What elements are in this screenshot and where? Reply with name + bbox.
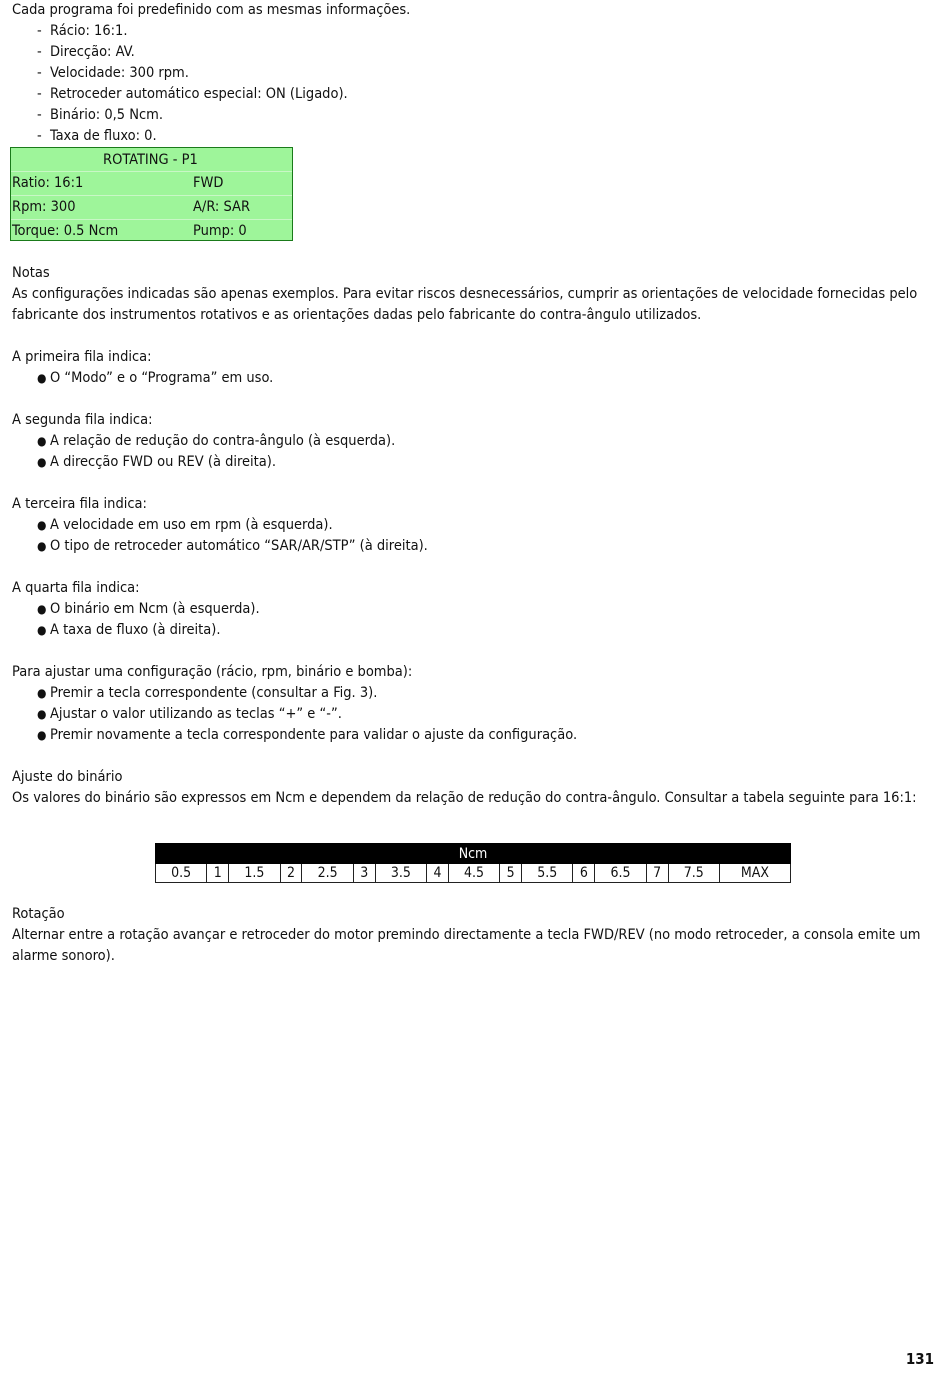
- list-item: ● Premir novamente a tecla correspondente para validar o ajuste da configuração.: [37, 727, 578, 743]
- list-item: ● Ajustar o valor utilizando as teclas “+” e “-”.: [37, 706, 342, 722]
- row4-heading: A quarta fila indica:: [12, 580, 140, 596]
- default-item: - Direcção: AV.: [37, 44, 135, 60]
- table-row: [156, 864, 791, 883]
- list-item: ● Premir a tecla correspondente (consultar a Fig. 3).: [37, 685, 378, 701]
- torque-heading: Ajuste do binário: [12, 769, 123, 785]
- row3-heading: A terceira fila indica:: [12, 496, 147, 512]
- table-cell: 7.5: [668, 864, 719, 883]
- row2-heading: A segunda fila indica:: [12, 412, 153, 428]
- torque-text: Os valores do binário são expressos em Ncm e dependem da relação de redução do contra-ângulo. Consultar a tabela seguinte para 16:1:: [12, 790, 917, 806]
- display-title: ROTATING - P1: [103, 152, 198, 168]
- adjust-heading: Para ajustar uma configuração (rácio, rpm, binário e bomba):: [12, 664, 413, 680]
- list-item: ● A direcção FWD ou REV (à direita).: [37, 454, 277, 470]
- table-cell: 5.5: [522, 864, 573, 883]
- display-torque: Torque: 0.5 Ncm: [12, 223, 119, 239]
- list-item: ● O tipo de retroceder automático “SAR/AR/STP” (à direita).: [37, 538, 428, 554]
- table-cell: 3.5: [375, 864, 426, 883]
- list-item: ● A velocidade em uso em rpm (à esquerda).: [37, 517, 333, 533]
- rotation-line: alarme sonoro).: [12, 948, 115, 964]
- display-ratio: Ratio: 16:1: [12, 175, 84, 191]
- rotation-line: Alternar entre a rotação avançar e retroceder do motor premindo directamente a tecla FWD/REV (no modo retroceder, a consola emite um: [12, 927, 921, 943]
- notes-line: fabricante dos instrumentos rotativos e as orientações dadas pelo fabricante do contra-ângulo utilizados.: [12, 307, 702, 323]
- table-cell: 2: [280, 864, 302, 883]
- table-cell: 2.5: [302, 864, 353, 883]
- table-cell: 3: [353, 864, 375, 883]
- notes-heading: Notas: [12, 265, 50, 281]
- display-pump: Pump: 0: [193, 223, 247, 239]
- table-cell: 6.5: [595, 864, 646, 883]
- table-cell: MAX: [719, 864, 790, 883]
- default-item: - Binário: 0,5 Ncm.: [37, 107, 163, 123]
- row1-heading: A primeira fila indica:: [12, 349, 152, 365]
- table-cell: 6: [573, 864, 595, 883]
- notes-line: As configurações indicadas são apenas exemplos. Para evitar riscos desnecessários, cumprir as orientações de velocidade fornecidas pelo: [12, 286, 918, 302]
- rotation-heading: Rotação: [12, 906, 65, 922]
- list-item: ● A relação de redução do contra-ângulo (à esquerda).: [37, 433, 396, 449]
- default-item: - Rácio: 16:1.: [37, 23, 128, 39]
- table-cell: 5: [500, 864, 522, 883]
- table-cell: 4: [426, 864, 448, 883]
- console-display: [10, 147, 293, 241]
- default-item: - Velocidade: 300 rpm.: [37, 65, 189, 81]
- display-ar: A/R: SAR: [193, 199, 251, 215]
- table-cell: 0.5: [156, 864, 207, 883]
- display-direction: FWD: [193, 175, 224, 191]
- default-item: - Retroceder automático especial: ON (Ligado).: [37, 86, 348, 102]
- default-item: - Taxa de fluxo: 0.: [37, 128, 157, 144]
- table-cell: 1.5: [229, 864, 280, 883]
- intro-text: Cada programa foi predefinido com as mesmas informações.: [12, 2, 411, 18]
- table-cell: 4.5: [448, 864, 499, 883]
- page-number: 131: [905, 1350, 934, 1368]
- table-header: Ncm: [156, 844, 791, 864]
- table-cell: 7: [646, 864, 668, 883]
- torque-table: [155, 843, 791, 883]
- list-item: ● O “Modo” e o “Programa” em uso.: [37, 370, 274, 386]
- list-item: ● A taxa de fluxo (à direita).: [37, 622, 221, 638]
- list-item: ● O binário em Ncm (à esquerda).: [37, 601, 260, 617]
- display-rpm: Rpm: 300: [12, 199, 76, 215]
- table-cell: 1: [207, 864, 229, 883]
